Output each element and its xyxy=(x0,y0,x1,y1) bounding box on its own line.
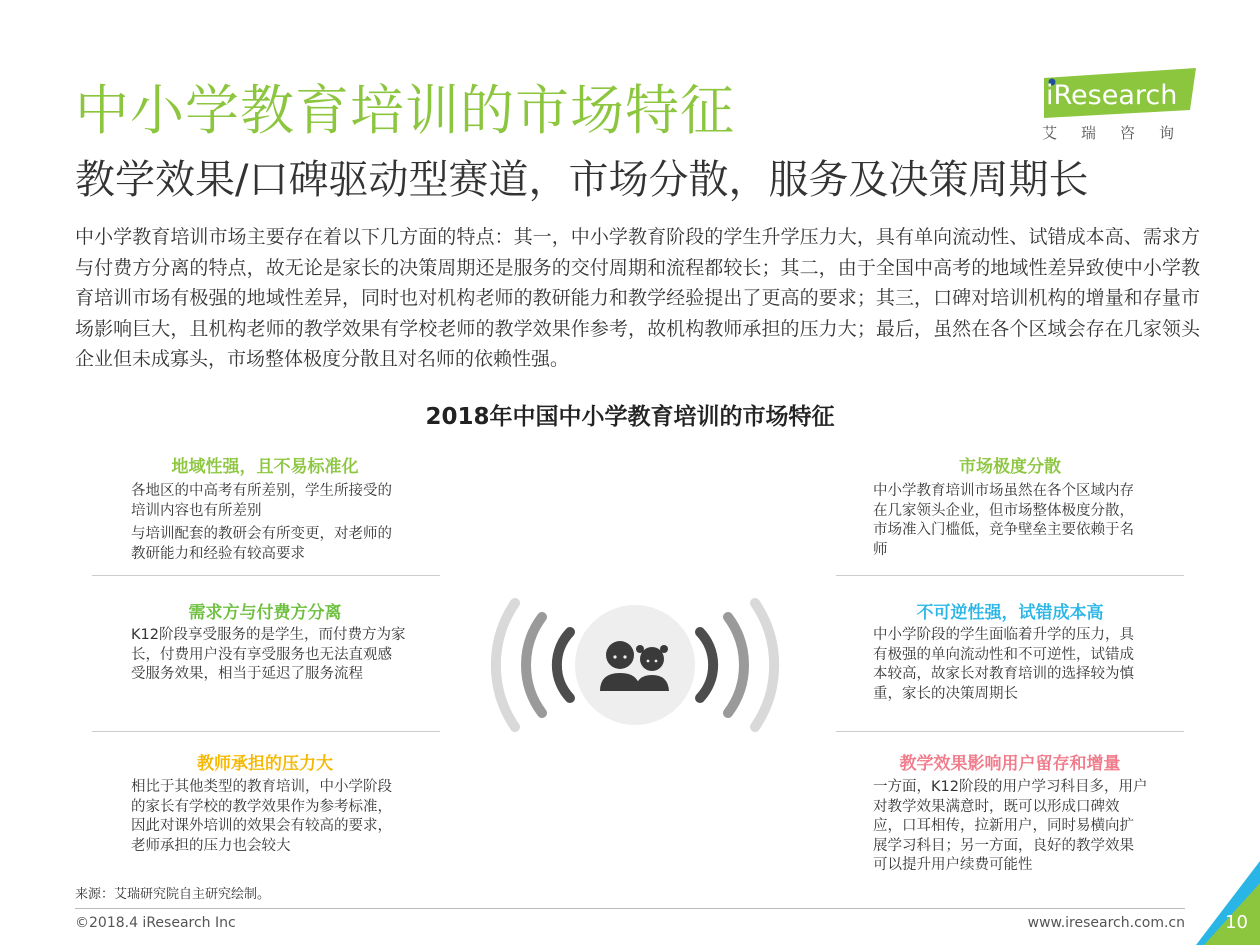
iresearch-logo xyxy=(1040,66,1200,146)
wave-right-outer xyxy=(755,603,774,727)
feature-body-payer-separation: K12阶段享受服务的是学生，而付费方为家长，付费用户没有享受服务也无法直观感受服务效果，相当于延迟了服务流程 xyxy=(131,627,406,682)
divider-right-2 xyxy=(836,731,1184,732)
footer-url[interactable]: www.iresearch.com.cn xyxy=(1027,915,1185,931)
page-subtitle: 教学效果/口碑驱动型赛道，市场分散，服务及决策周期长 xyxy=(75,157,1089,203)
feature-body-fragmented: 中小学教育培训市场虽然在各个区域内存在几家领头企业，但市场整体极度分散，市场准入门槛低，竞争壁垒主要依赖于名师 xyxy=(873,483,1134,558)
footer-divider xyxy=(75,908,1185,909)
page-title: 中小学教育培训的市场特征 xyxy=(75,79,735,142)
wave-right-inner xyxy=(700,632,713,698)
center-signal-graphic xyxy=(470,585,800,745)
feature-title-retention: 教学效果影响用户留存和增量 xyxy=(899,754,1121,774)
wave-left-outer xyxy=(496,603,515,727)
feature-body-teacher-pressure: 相比于其他类型的教育培训，中小学阶段的家长有学校的教学效果作为参考标准，因此对课外培训的效果会有较高的要求，老师承担的压力也会较大 xyxy=(131,779,392,854)
source-note: 来源：艾瑞研究院自主研究绘制。 xyxy=(75,887,271,902)
chart-title: 2018年中国中小学教育培训的市场特征 xyxy=(425,404,835,430)
wave-left-inner xyxy=(557,632,570,698)
logo-subtitle: 艾瑞咨询 xyxy=(1042,124,1199,142)
feature-title-irreversible: 不可逆性强，试错成本高 xyxy=(916,603,1104,623)
feature-title-payer-separation: 需求方与付费方分离 xyxy=(188,603,342,623)
feature-title-teacher-pressure: 教师承担的压力大 xyxy=(197,754,333,774)
wave-left-middle xyxy=(526,617,542,713)
wave-right-middle xyxy=(728,617,744,713)
feature-body-regional-1: 各地区的中高考有所差别，学生所接受的培训内容也有所差别 xyxy=(131,483,392,519)
feature-body-irreversible: 中小学阶段的学生面临着升学的压力，具有极强的单向流动性和不可逆性，试错成本较高，故家长对教育培训的选择较为慎重，家长的决策周期长 xyxy=(873,627,1134,702)
intro-paragraph: 中小学教育培训市场主要存在着以下几方面的特点：其一，中小学教育阶段的学生升学压力大，具有单向流动性、试错成本高、需求方与付费方分离的特点，故无论是家长的决策周期还是服务的交付周期和流程都较长；其二，由于全国中高考的地域性差异致使中小学教育培训市场有极强的地域性差异，同时也对机构老师的教研能力和教学经验提出了更高的要求；其三，口碑对培训机构的增量和存量市场影响巨大，且机构老师的教学效果有学校老师的教学效果作参考，故机构教师承担的压力大；最后，虽然在各个区域会存在几家领头企业但未成寡头，市场整体极度分散且对名师的依赖性强。 xyxy=(75,226,1200,370)
feature-title-regional: 地域性强，且不易标准化 xyxy=(171,457,359,477)
feature-title-fragmented: 市场极度分散 xyxy=(959,457,1061,477)
logo-brand-text: iResearch xyxy=(1046,80,1178,111)
divider-left-1 xyxy=(92,575,440,576)
divider-left-2 xyxy=(92,731,440,732)
divider-right-1 xyxy=(836,575,1184,576)
feature-body-retention: 一方面，K12阶段的用户学习科目多，用户对教学效果满意时，既可以形成口碑效应，口耳相传，拉新用户，同时易横向扩展学习科目；另一方面，良好的教学效果可以提升用户续费可能性 xyxy=(873,779,1148,873)
feature-body-regional-2: 与培训配套的教研会有所变更，对老师的教研能力和经验有较高要求 xyxy=(131,526,392,562)
center-circle xyxy=(575,605,695,725)
page-number: 10 xyxy=(1225,912,1248,933)
footer-copyright: ©2018.4 iResearch Inc xyxy=(75,915,236,931)
